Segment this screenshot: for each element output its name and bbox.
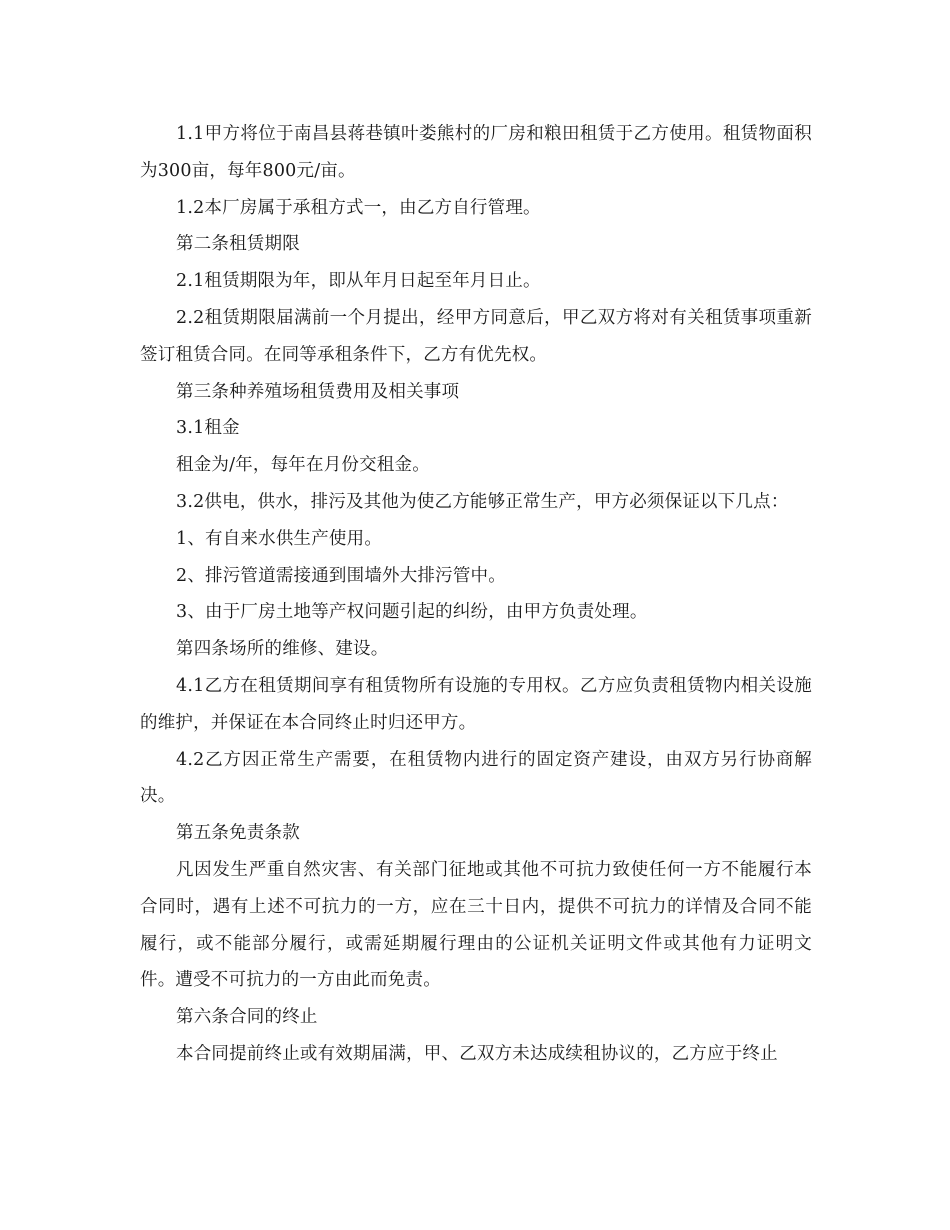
list-item-2: 2、排污管道需接通到围墙外大排污管中。 (176, 565, 506, 586)
paragraph-4-1: 4.1乙方在租赁期间享有租赁物所有设施的专用权。乙方应负责租赁物内相关设施的维护，并保证在本合同终止时归还甲方。 (140, 675, 812, 733)
section-heading-2: 第二条租赁期限 (176, 234, 300, 255)
section-heading-5: 第五条免责条款 (176, 823, 300, 844)
paragraph-rent: 租金为/年，每年在月份交租金。 (176, 455, 430, 476)
document-body (140, 116, 812, 1073)
paragraph-termination: 本合同提前终止或有效期届满，甲、乙双方未达成续租协议的，乙方应于终止 (176, 1043, 778, 1064)
list-item-3: 3、由于厂房土地等产权问题引起的纠纷，由甲方负责处理。 (176, 602, 648, 623)
paragraph-2-1: 2.1租赁期限为年，即从年月日起至年月日止。 (176, 271, 541, 292)
paragraph-1-1: 1.1甲方将位于南昌县蒋巷镇叶娄熊村的厂房和粮田租赁于乙方使用。租赁物面积为300亩，每年800元/亩。 (140, 124, 812, 181)
paragraph-2-2: 2.2租赁期限届满前一个月提出，经甲方同意后，甲乙双方将对有关租赁事项重新签订租赁合同。在同等承租条件下，乙方有优先权。 (140, 307, 812, 365)
section-heading-6: 第六条合同的终止 (176, 1007, 318, 1028)
paragraph-3-1: 3.1租金 (176, 418, 240, 439)
paragraph-1-2: 1.2本厂房属于承租方式一，由乙方自行管理。 (176, 197, 541, 218)
paragraph-3-2: 3.2供电，供水，排污及其他为使乙方能够正常生产，甲方必须保证以下几点： (176, 491, 789, 512)
paragraph-force-majeure: 凡因发生严重自然灾害、有关部门征地或其他不可抗力致使任何一方不能履行本合同时，遇有上述不可抗力的一方，应在三十日内，提供不可抗力的详情及合同不能履行，或不能部分履行，或需延期履行理由的公证机关证明文件或其他有力证明文件。遭受不可抗力的一方由此而免责。 (140, 859, 812, 991)
paragraph-4-2: 4.2乙方因正常生产需要，在租赁物内进行的固定资产建设，由双方另行协商解决。 (140, 749, 812, 807)
list-item-1: 1、有自来水供生产使用。 (176, 528, 383, 549)
section-heading-3: 第三条种养殖场租赁费用及相关事项 (176, 381, 460, 402)
section-heading-4: 第四条场所的维修、建设。 (176, 639, 389, 660)
